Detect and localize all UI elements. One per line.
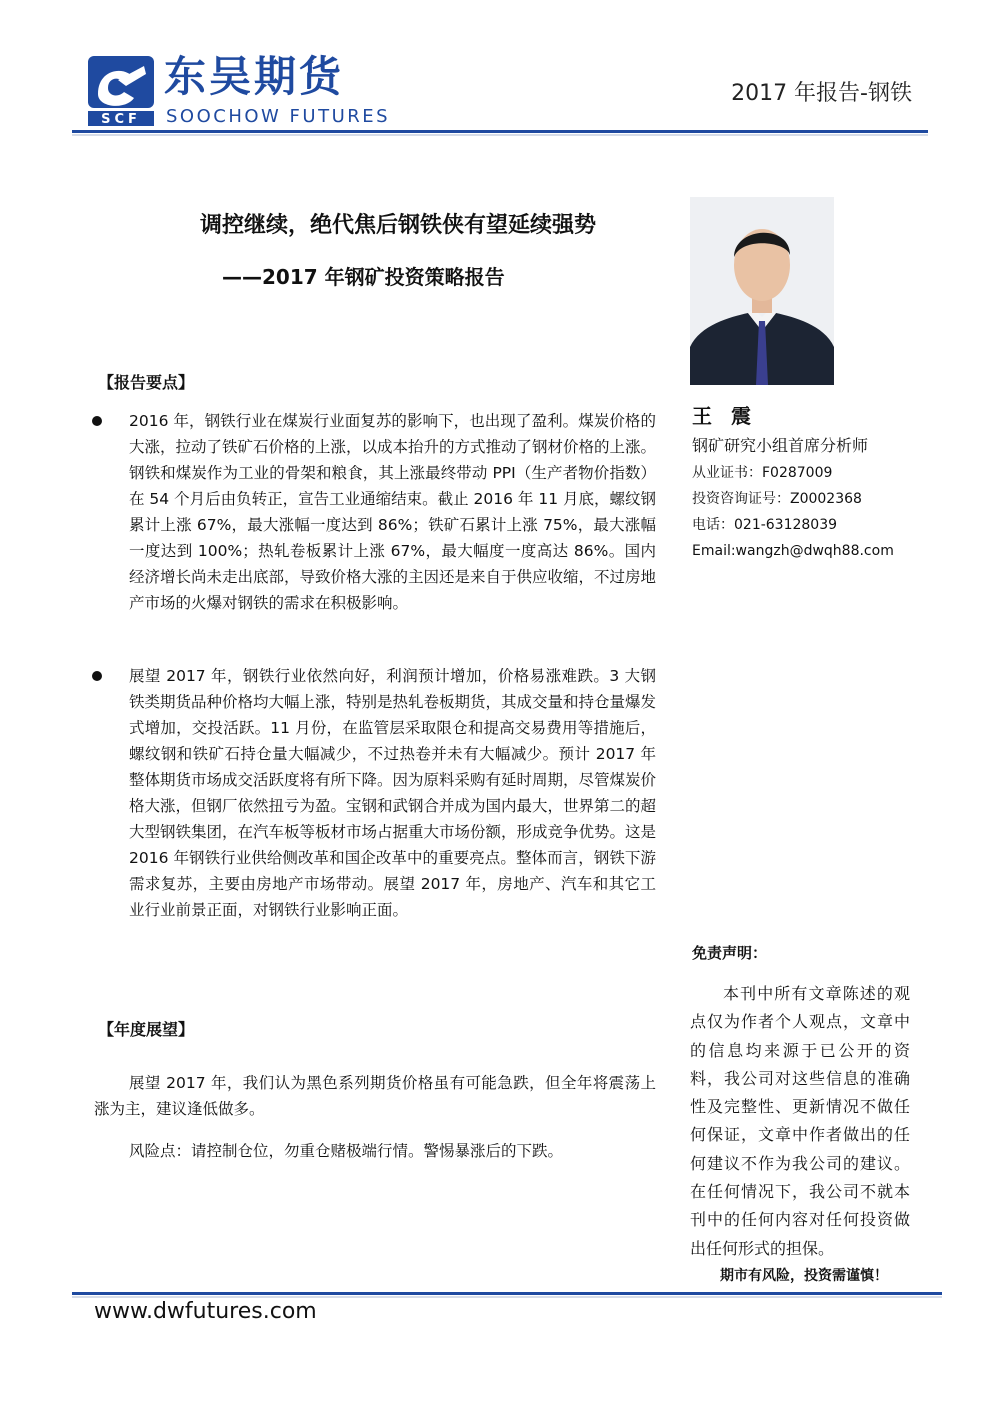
analyst-name: 王 震 (692, 404, 757, 428)
summary-point: 展望 2017 年，钢铁行业依然向好，利润预计增加，价格易涨难跌。3 大钢铁类期货品种价格均大幅上涨，特别是热轧卷板期货，其成交量和持仓量爆发式增加，交投活跃。11 月份，在监管层采取限仓和提高交易费用等措施后，螺纹钢和铁矿石持仓量大幅减少，不过热卷并未有大幅减少。预计 2017 年整体期货市场成交活跃度将有所下降。因为原料采购有延时周期，尽管煤炭价格大涨，但钢厂依然扭亏为盈。宝钢和武钢合并成为国内最大，世界第二的超大型钢铁集团，在汽车板等板材市场占据重大市场份额，形成竞争优势。这是 2016 年钢铁行业供给侧改革和国企改革中的重要亮点。整体而言，钢铁下游需求复苏，主要由房地产市场带动。展望 2017 年，房地产、汽车和其它工业行业前景正面，对钢铁行业影响正面。 (129, 667, 657, 919)
analyst-email[interactable]: Email:wangzh@dwqh88.com (692, 543, 894, 559)
outlook-heading: 【年度展望】 (98, 1020, 195, 1039)
disclaimer-heading: 免责声明： (692, 944, 768, 962)
disclaimer-text: 本刊中所有文章陈述的观点仅为作者个人观点，文章中的信息均来源于已公开的资料，我公司对这些信息的准确性及完整性、更新情况不做任何保证，文章中作者做出的任何建议不作为我公司的建议。在任何情况下，我公司不就本刊中的任何内容对任何投资做出任何形式的担保。 (690, 984, 910, 1258)
header-divider (72, 130, 928, 133)
analyst-advisory-license: 投资咨询证号：Z0002368 (692, 491, 862, 507)
header-divider-light (72, 134, 928, 136)
outlook-text: 展望 2017 年，我们认为黑色系列期货价格虽有可能急跌，但全年将震荡上涨为主，建议逢低做多。 (94, 1074, 656, 1118)
risk-warning: 期市有风险，投资需谨慎！ (720, 1268, 888, 1284)
summary-point: 2016 年，钢铁行业在煤炭行业面复苏的影响下，也出现了盈利。煤炭价格的大涨，拉动了铁矿石价格的上涨，以成本抬升的方式推动了钢材价格的上涨。钢铁和煤炭作为工业的骨架和粮食，其上涨最终带动 PPI（生产者物价指数）在 54 个月后由负转正，宣告工业通缩结束。截止 2016 年 11 月底，螺纹钢累计上涨 67%，最大涨幅一度达到 86%；铁矿石累计上涨 75%，最大涨幅一度达到 100%；热轧卷板累计上涨 67%，最大幅度一度高达 86%。国内经济增长尚未走出底部，导致价格大涨的主因还是来自于供应收缩，不过房地产市场的火爆对钢铁的需求在积极影响。 (129, 412, 657, 612)
analyst-photo (690, 197, 834, 385)
risk-text: 风险点：请控制仓位，勿重仓赌极端行情。警惕暴涨后的下跌。 (129, 1142, 564, 1160)
footer-divider (72, 1292, 942, 1295)
company-logo-mark (88, 56, 154, 126)
bullet-icon (92, 416, 102, 426)
analyst-phone: 电话：021-63128039 (692, 517, 838, 533)
analyst-license: 从业证书：F0287009 (692, 465, 833, 481)
report-title: 调控继续，绝代焦后钢铁侠有望延续强势 (199, 213, 596, 238)
report-tag: 2017 年报告-钢铁 (731, 81, 912, 106)
analyst-role: 钢矿研究小组首席分析师 (692, 436, 869, 455)
logo-abbr: SCF (101, 112, 141, 126)
company-name-cn: 东吴期货 (164, 52, 345, 101)
footer-website-link[interactable]: www.dwfutures.com (94, 1299, 317, 1324)
report-subtitle: ——2017 年钢矿投资策略报告 (222, 265, 505, 289)
summary-heading: 【报告要点】 (98, 373, 195, 392)
bullet-icon (92, 671, 102, 681)
company-name-en: SOOCHOW FUTURES (166, 106, 391, 127)
